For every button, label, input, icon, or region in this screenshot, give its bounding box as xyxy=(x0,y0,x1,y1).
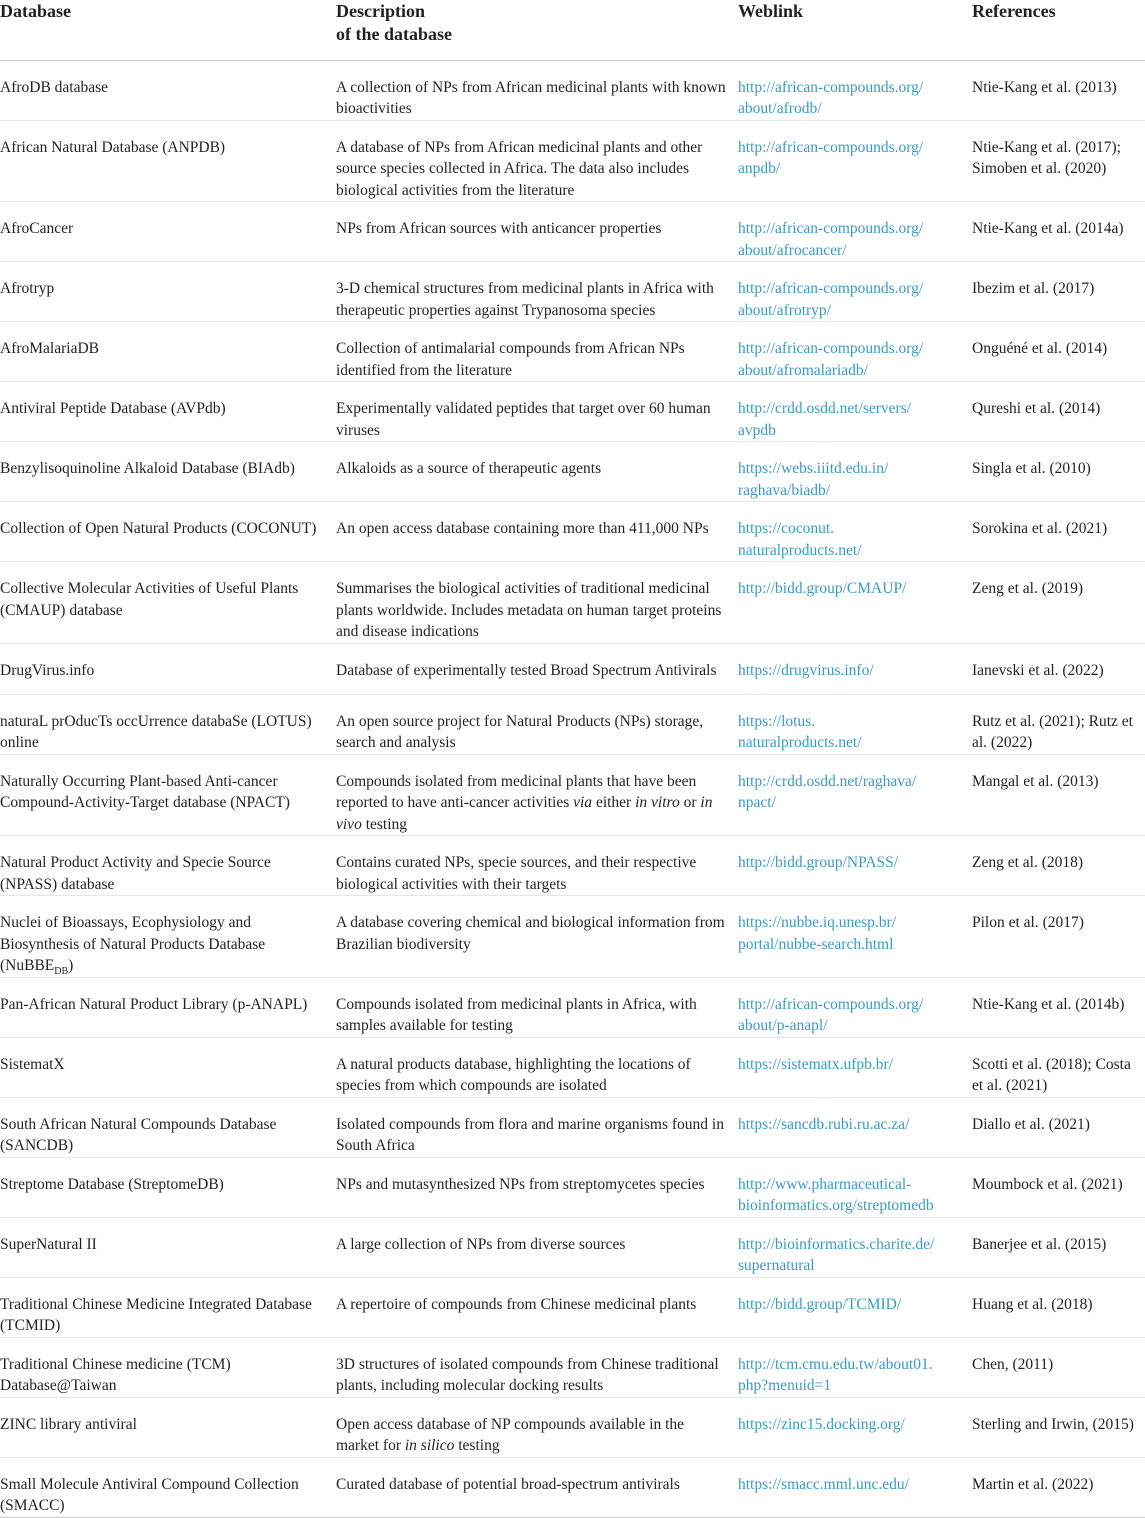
weblink[interactable]: anpdb/ xyxy=(738,160,781,177)
database-name: African Natural Database (ANPDB) xyxy=(0,138,226,156)
table-row xyxy=(0,896,1145,978)
database-weblink xyxy=(738,1277,972,1337)
database-description: An open access database containing more than 411,000 NPs xyxy=(336,520,709,537)
weblink[interactable]: https://zinc15.docking.org/ xyxy=(738,1415,905,1433)
database-weblink xyxy=(738,502,972,562)
database-name: Collective Molecular Activities of Useful Plants (CMAUP) database xyxy=(0,580,299,619)
table-row xyxy=(0,1037,1145,1097)
weblink[interactable]: php?menuid=1 xyxy=(738,1377,832,1394)
database-description: Experimentally validated peptides that target over 60 human viruses xyxy=(336,400,711,439)
table-row xyxy=(0,562,1145,644)
weblink[interactable]: npact/ xyxy=(738,794,776,811)
database-reference: Scotti et al. (2018); Costa et al. (2021) xyxy=(972,1055,1131,1094)
database-reference: Ntie-Kang et al. (2014a) xyxy=(972,220,1124,237)
weblink[interactable]: http://african-compounds.org/ xyxy=(738,138,924,156)
weblink[interactable]: http://african-compounds.org/ xyxy=(738,78,924,96)
table-row xyxy=(0,202,1145,262)
table-row xyxy=(0,120,1145,202)
weblink[interactable]: about/afrocancer/ xyxy=(738,241,847,259)
database-reference: Chen, (2011) xyxy=(972,1355,1054,1373)
weblink[interactable]: https://nubbe.iq.unesp.br/ xyxy=(738,914,897,931)
database-description: Contains curated NPs, specie sources, and their respective biological activities with their targets xyxy=(336,854,697,893)
database-weblink xyxy=(738,1337,972,1397)
weblink[interactable]: about/p-anapl/ xyxy=(738,1017,828,1034)
table-row xyxy=(0,1457,1145,1517)
weblink[interactable]: http://african-compounds.org/ xyxy=(738,280,924,297)
database-reference: Ibezim et al. (2017) xyxy=(972,280,1095,297)
database-reference: Qureshi et al. (2014) xyxy=(972,400,1101,417)
table-row xyxy=(0,643,1145,694)
database-reference: Zeng et al. (2019) xyxy=(972,580,1084,597)
database-reference: Ianevski et al. (2022) xyxy=(972,661,1104,679)
database-reference: Sorokina et al. (2021) xyxy=(972,520,1108,537)
database-description: Open access database of NP compounds available in the market for in silico testing xyxy=(336,1415,685,1454)
weblink[interactable]: https://sistematx.ufpb.br/ xyxy=(738,1055,893,1073)
database-description: Compounds isolated from medicinal plants in Africa, with samples available for testing xyxy=(336,995,697,1034)
table-row xyxy=(0,754,1145,836)
database-weblink xyxy=(738,60,972,120)
database-name: Traditional Chinese medicine (TCM) Database@Taiwan xyxy=(0,1355,231,1394)
database-reference: Diallo et al. (2021) xyxy=(972,1115,1090,1133)
database-weblink xyxy=(738,643,972,694)
table-row xyxy=(0,262,1145,322)
database-name: Antiviral Peptide Database (AVPdb) xyxy=(0,400,226,417)
database-description: NPs and mutasynthesized NPs from streptomycetes species xyxy=(336,1175,705,1193)
database-reference: Ntie-Kang et al. (2013) xyxy=(972,78,1117,96)
database-name: Streptome Database (StreptomeDB) xyxy=(0,1175,224,1193)
table-row xyxy=(0,836,1145,896)
database-reference: Moumbock et al. (2021) xyxy=(972,1175,1123,1193)
weblink[interactable]: https://webs.iiitd.edu.in/ xyxy=(738,460,889,477)
database-name: Naturally Occurring Plant-based Anti-cancer Compound-Activity-Target database (NPACT) xyxy=(0,772,290,811)
weblink[interactable]: supernatural xyxy=(738,1257,815,1274)
database-weblink xyxy=(738,120,972,202)
table-row xyxy=(0,1337,1145,1397)
header-description: Description of the database xyxy=(336,0,738,60)
database-weblink xyxy=(738,1097,972,1157)
database-reference: Singla et al. (2010) xyxy=(972,460,1091,477)
weblink[interactable]: about/afromalariadb/ xyxy=(738,361,868,379)
weblink[interactable]: naturalproducts.net/ xyxy=(738,734,862,751)
database-description: Curated database of potential broad-spectrum antivirals xyxy=(336,1475,680,1493)
database-weblink xyxy=(738,1037,972,1097)
weblink[interactable]: http://african-compounds.org/ xyxy=(738,995,924,1013)
database-name: DrugVirus.info xyxy=(0,661,95,679)
database-name: Pan-African Natural Product Library (p-ANAPL) xyxy=(0,995,308,1013)
weblink[interactable]: naturalproducts.net/ xyxy=(738,541,862,559)
table-row xyxy=(0,1397,1145,1457)
table-row xyxy=(0,1277,1145,1337)
database-description: A repertoire of compounds from Chinese medicinal plants xyxy=(336,1295,697,1313)
weblink[interactable]: http://african-compounds.org/ xyxy=(738,340,924,357)
database-description: Alkaloids as a source of therapeutic agents xyxy=(336,460,602,477)
weblink[interactable]: http://bidd.group/TCMID/ xyxy=(738,1295,902,1313)
database-name: Natural Product Activity and Specie Source (NPASS) database xyxy=(0,854,271,893)
database-name: South African Natural Compounds Database (SANCDB) xyxy=(0,1115,277,1154)
database-description: 3-D chemical structures from medicinal plants in Africa with therapeutic properties against Trypanosoma species xyxy=(336,280,714,319)
database-weblink xyxy=(738,1457,972,1517)
table-row xyxy=(0,694,1145,754)
database-name: Traditional Chinese Medicine Integrated Database (TCMID) xyxy=(0,1295,312,1334)
database-name: AfroCancer xyxy=(0,220,74,237)
database-description: Database of experimentally tested Broad Spectrum Antivirals xyxy=(336,661,717,679)
database-name: Benzylisoquinoline Alkaloid Database (BIAdb) xyxy=(0,460,295,477)
table-row xyxy=(0,1097,1145,1157)
table-row xyxy=(0,60,1145,120)
table-body xyxy=(0,60,1145,1517)
table-row xyxy=(0,442,1145,502)
header-database: Database xyxy=(0,0,336,60)
weblink[interactable]: https://coconut. xyxy=(738,520,835,537)
database-reference: Ntie-Kang et al. (2014b) xyxy=(972,995,1125,1013)
database-description: A large collection of NPs from diverse sources xyxy=(336,1235,626,1253)
header-weblink: Weblink xyxy=(738,0,972,60)
weblink[interactable]: http://tcm.cmu.edu.tw/about01. xyxy=(738,1355,933,1373)
table-row xyxy=(0,502,1145,562)
weblink[interactable]: portal/nubbe-search.html xyxy=(738,935,894,953)
database-name: ZINC library antiviral xyxy=(0,1415,137,1433)
weblink[interactable]: https://smacc.mml.unc.edu/ xyxy=(738,1475,909,1493)
database-description: A database of NPs from African medicinal plants and other source species collected in Africa. The data also includes biological activities from the literature xyxy=(336,138,703,199)
weblink[interactable]: http://bioinformatics.charite.de/ xyxy=(738,1235,935,1253)
weblink[interactable]: http://crdd.osdd.net/raghava/ xyxy=(738,772,917,790)
database-description: NPs from African sources with anticancer properties xyxy=(336,220,662,237)
database-name: Nuclei of Bioassays, Ecophysiology and Biosynthesis of Natural Products Database (NuBBE$_{DB}$) xyxy=(0,914,266,978)
database-description: Summarises the biological activities of traditional medicinal plants worldwide. Includes metadata on human target proteins and disease indications xyxy=(336,580,722,640)
weblink[interactable]: http://african-compounds.org/ xyxy=(738,220,924,237)
database-reference: Huang et al. (2018) xyxy=(972,1295,1093,1313)
database-reference: Zeng et al. (2018) xyxy=(972,854,1084,871)
database-name: naturaL prOducTs occUrrence databaSe (LOTUS) online xyxy=(0,712,312,751)
header-references: References xyxy=(972,0,1145,60)
table-row xyxy=(0,322,1145,382)
database-description: Compounds isolated from medicinal plants that have been reported to have anti-cancer activities via either in vitro or in vivo testing xyxy=(336,772,713,833)
table-row xyxy=(0,977,1145,1037)
database-name: Small Molecule Antiviral Compound Collection (SMACC) xyxy=(0,1475,299,1514)
database-name: Afrotryp xyxy=(0,280,55,297)
weblink[interactable]: http://crdd.osdd.net/servers/ xyxy=(738,400,912,417)
database-name: SuperNatural II xyxy=(0,1235,97,1253)
weblink[interactable]: raghava/biadb/ xyxy=(738,481,831,499)
header-row xyxy=(0,0,1145,60)
database-description: A natural products database, highlighting the locations of species from which compounds are isolated xyxy=(336,1055,691,1094)
database-description: 3D structures of isolated compounds from Chinese traditional plants, including molecular docking results xyxy=(336,1355,719,1394)
database-reference: Mangal et al. (2013) xyxy=(972,772,1099,790)
database-weblink xyxy=(738,442,972,502)
database-weblink xyxy=(738,562,972,644)
database-reference: Pilon et al. (2017) xyxy=(972,914,1084,931)
database-weblink xyxy=(738,382,972,442)
database-reference: Martin et al. (2022) xyxy=(972,1475,1094,1493)
weblink[interactable]: about/afrotryp/ xyxy=(738,301,831,319)
database-weblink xyxy=(738,1157,972,1217)
weblink[interactable]: http://bidd.group/NPASS/ xyxy=(738,854,899,871)
weblink[interactable]: https://drugvirus.info/ xyxy=(738,661,874,679)
database-description: An open source project for Natural Products (NPs) storage, search and analysis xyxy=(336,712,704,751)
database-description: A collection of NPs from African medicinal plants with known bioactivities xyxy=(336,78,726,117)
weblink[interactable]: about/afrodb/ xyxy=(738,100,822,117)
database-name: AfroMalariaDB xyxy=(0,340,99,357)
database-reference: Onguéné et al. (2014) xyxy=(972,340,1108,357)
database-reference: Ntie-Kang et al. (2017); Simoben et al. (2020) xyxy=(972,138,1121,177)
database-description: Isolated compounds from flora and marine organisms found in South Africa xyxy=(336,1115,724,1154)
database-weblink xyxy=(738,896,972,978)
weblink[interactable]: avpdb xyxy=(738,421,776,439)
table-row xyxy=(0,1157,1145,1217)
database-weblink xyxy=(738,977,972,1037)
database-weblink xyxy=(738,262,972,322)
database-weblink xyxy=(738,202,972,262)
weblink[interactable]: http://bidd.group/CMAUP/ xyxy=(738,580,907,597)
database-description: A database covering chemical and biological information from Brazilian biodiversity xyxy=(336,914,725,953)
database-weblink xyxy=(738,322,972,382)
database-weblink xyxy=(738,694,972,754)
weblink[interactable]: https://sancdb.rubi.ru.ac.za/ xyxy=(738,1115,910,1133)
database-name: Collection of Open Natural Products (COCONUT) xyxy=(0,520,317,537)
database-reference: Sterling and Irwin, (2015) xyxy=(972,1415,1134,1433)
database-name: SistematX xyxy=(0,1055,65,1073)
weblink[interactable]: https://lotus. xyxy=(738,712,816,730)
database-reference: Rutz et al. (2021); Rutz et al. (2022) xyxy=(972,712,1133,751)
database-weblink xyxy=(738,1217,972,1277)
weblink[interactable]: http://www.pharmaceutical- xyxy=(738,1175,912,1193)
database-weblink xyxy=(738,754,972,836)
table-row xyxy=(0,382,1145,442)
database-description: Collection of antimalarial compounds from African NPs identified from the literature xyxy=(336,340,685,379)
database-name: AfroDB database xyxy=(0,78,109,96)
database-weblink xyxy=(738,1397,972,1457)
database-reference: Banerjee et al. (2015) xyxy=(972,1235,1107,1253)
table-row xyxy=(0,1217,1145,1277)
weblink[interactable]: bioinformatics.org/streptomedb xyxy=(738,1197,934,1214)
database-weblink xyxy=(738,836,972,896)
